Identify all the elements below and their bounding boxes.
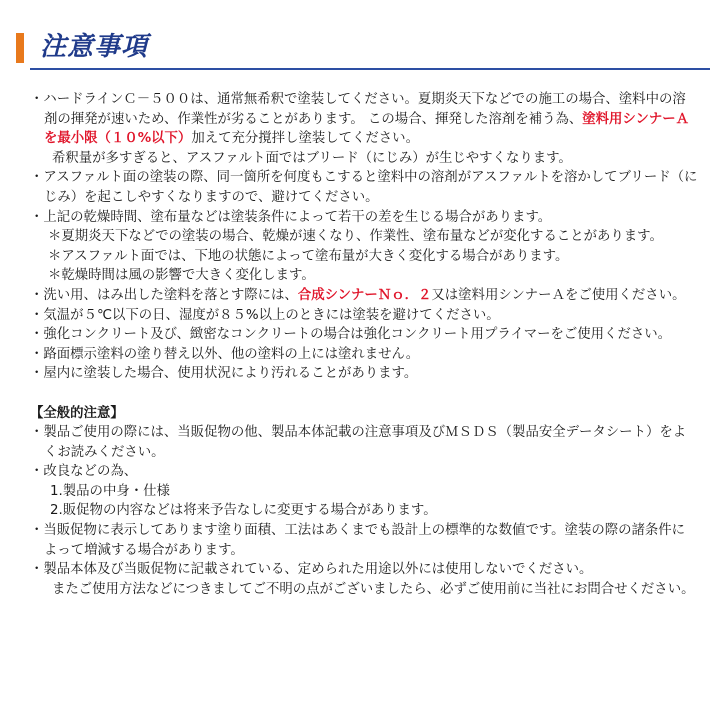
page-header [0,0,720,72]
title-accent-bar [16,33,24,63]
note-drying-variance: ・上記の乾燥時間、塗布量などは塗装条件によって若干の差を生じる場合があります。 [30,209,552,225]
general-improvement: ・改良などの為、 [30,464,138,480]
note-cleaning-highlight: 合成シンナーＮｏ．２ [297,287,432,303]
title-underline [30,68,710,70]
page-title: 注意事項 [40,32,149,62]
note-recoat-only: ・路面標示塗料の塗り替え以外、他の塗料の上には塗れません。 [30,346,420,362]
note-dilution-text-a: ・ハードラインＣ－５００は、通常無希釈で塗装してください。夏期炎天下などでの施工の場合、塗料中の溶剤の揮発が速いため、作業性が劣ることがあります。 この場合、揮発した溶剤を補う為、 [30,92,686,127]
note-concrete-primer: ・強化コンクリート及び、緻密なコンクリートの場合は強化コンクリート用プライマーをご使用ください。 [30,327,672,343]
general-usage-continuation: またご使用方法などにつきましてご不明の点がございましたら、必ずご使用前に当社にお問合せください。 [52,581,695,597]
general-improvement-item-2: 2.販促物の内容などは将来予告なしに変更する場合があります。 [50,503,437,519]
note-cleaning-text-b: 又は塗料用シンナーＡをご使用ください。 [431,287,686,303]
note-cleaning [30,286,698,306]
general-notes-heading: 【全般的注意】 [30,405,124,421]
note-subitem-summer: ＊夏期炎天下などでの塗装の場合、乾燥が速くなり、作業性、塗布量などが変化することがあります。 [48,229,663,245]
note-indoor-dirt: ・屋内に塗装した場合、使用状況により汚れることがあります。 [30,366,418,382]
general-msds: ・製品ご使用の際には、当販促物の他、製品本体記載の注意事項及びＭＳＤＳ（製品安全データシート）をよくお読みください。 [30,425,687,460]
note-subitem-asphalt: ＊アスファルト面では、下地の状態によって塗布量が大きく変化する場合があります。 [48,248,569,264]
note-dilution [30,90,698,149]
note-subitem-wind: ＊乾燥時間は風の影響で大きく変化します。 [48,268,315,284]
general-coverage: ・当販促物に表示してあります塗り面積、工法はあくまでも設計上の標準的な数値です。塗装の際の諸条件によって増減する場合があります。 [30,523,686,558]
section-spacer [30,384,698,404]
note-dilution-continuation: 希釈量が多すぎると、アスファルト面ではブリード（にじみ）が生じやすくなります。 [52,150,572,166]
general-improvement-item-1: 1.製品の中身・仕様 [50,483,170,499]
notes-content [30,90,698,599]
general-usage: ・製品本体及び当販促物に記載されている、定められた用途以外には使用しないでください。 [30,562,593,578]
note-asphalt-bleed: ・アスファルト面の塗装の際、同一箇所を何度もこすると塗料中の溶剤がアスファルトを溶かしてブリード（にじみ）を起こしやすくなりますので、避けてください。 [30,170,698,205]
note-dilution-highlight: 塗料用シンナーＡを最小限（１０%以下） [44,111,690,147]
note-dilution-text-b: 加えて充分撹拌し塗装してください。 [191,131,419,147]
note-cleaning-text-a: ・洗い用、はみ出した塗料を落とす際には、 [30,287,298,303]
note-temperature: ・気温が５℃以下の日、湿度が８５%以上のときには塗装を避けてください。 [30,307,500,323]
